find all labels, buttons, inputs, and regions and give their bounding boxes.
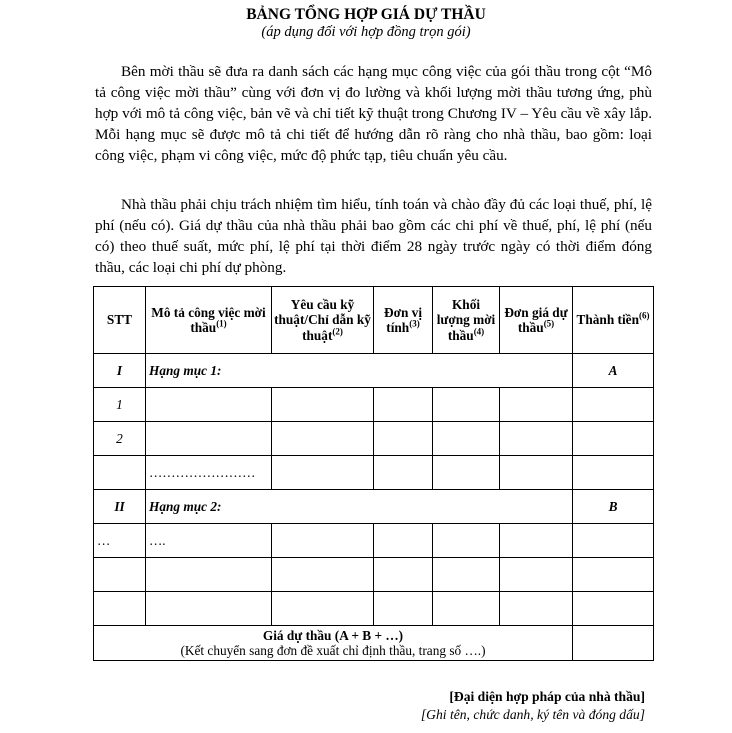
row-stt: 1 xyxy=(94,388,146,422)
group-row-2 xyxy=(94,490,654,524)
total-amount xyxy=(573,626,654,661)
table-row xyxy=(94,388,654,422)
row-description xyxy=(146,388,272,422)
group-total: A xyxy=(573,354,654,388)
row-description: …. xyxy=(146,524,272,558)
row-description: …………………… xyxy=(146,456,272,490)
row-stt xyxy=(94,558,146,592)
document-title: BẢNG TỔNG HỢP GIÁ DỰ THẦU xyxy=(246,6,486,23)
header-unit-price: Đơn giá dự thầu$^{(5)}$ xyxy=(500,287,573,354)
header-amount: Thành tiền$^{(6)}$ xyxy=(573,287,654,354)
header-description: Mô tả công việc mời thầu$^{(1)}$ xyxy=(146,287,272,354)
table-row xyxy=(94,524,654,558)
header-unit: Đơn vị tính$^{(3)}$ xyxy=(374,287,433,354)
total-label: Giá dự thầu (A + B + …) xyxy=(262,628,404,643)
total-label-cell xyxy=(94,626,573,661)
group-label: Hạng mục 2: xyxy=(146,490,573,524)
row-description xyxy=(146,558,272,592)
row-stt: 2 xyxy=(94,422,146,456)
group-stt: II xyxy=(94,490,146,524)
row-stt xyxy=(94,592,146,626)
header-quantity: Khối lượng mời thầu$^{(4)}$ xyxy=(433,287,500,354)
table-header-row xyxy=(94,287,654,354)
bid-price-table xyxy=(93,286,654,661)
header-technical: Yêu cầu kỹ thuật/Chỉ dẫn kỹ thuật$^{(2)}$ xyxy=(272,287,374,354)
group-label: Hạng mục 1: xyxy=(146,354,573,388)
table-row xyxy=(94,592,654,626)
table-row xyxy=(94,422,654,456)
group-total: B xyxy=(573,490,654,524)
row-stt xyxy=(94,456,146,490)
intro-paragraph-2: Nhà thầu phải chịu trách nhiệm tìm hiểu, tính toán và chào đầy đủ các loại thuế, phí, lệ phí (nếu có). Giá dự thầu của nhà thầu phải bao gồm các chi phí về thuế, phí, lệ phí (nếu có) theo thuế suất, mức phí, lệ phí tại thời điểm 28 ngày trước ngày có thời điểm đóng thầu, các loại chi phí dự phòng. xyxy=(95,196,652,276)
signature-title: [Đại diện hợp pháp của nhà thầu] xyxy=(449,689,645,704)
signature-instructions: [Ghi tên, chức danh, ký tên và đóng dấu] xyxy=(420,707,645,722)
header-stt: STT xyxy=(94,287,146,354)
intro-paragraph-1: Bên mời thầu sẽ đưa ra danh sách các hạng mục công việc của gói thầu trong cột “Mô tả công việc mời thầu” cùng với đơn vị đo lường và khối lượng mời thầu tương ứng, phù hợp với mô tả công việc, bản vẽ và chỉ tiết kỹ thuật trong Chương IV – Yêu cầu về xây lắp. Mỗi hạng mục sẽ được mô tả chi tiết để hướng dẫn rõ ràng cho nhà thầu, bao gồm: loại công việc, phạm vi công việc, mức độ phức tạp, tiêu chuẩn yêu cầu. xyxy=(95,63,652,164)
total-note: (Kết chuyển sang đơn đề xuất chỉ định thầu, trang số ….) xyxy=(180,643,486,658)
row-stt: … xyxy=(94,524,146,558)
row-description xyxy=(146,422,272,456)
row-description xyxy=(146,592,272,626)
total-row xyxy=(94,626,654,661)
table-row xyxy=(94,456,654,490)
document-subtitle: (áp dụng đối với hợp đồng trọn gói) xyxy=(261,24,471,40)
group-row-1 xyxy=(94,354,654,388)
table-row xyxy=(94,558,654,592)
group-stt: I xyxy=(94,354,146,388)
